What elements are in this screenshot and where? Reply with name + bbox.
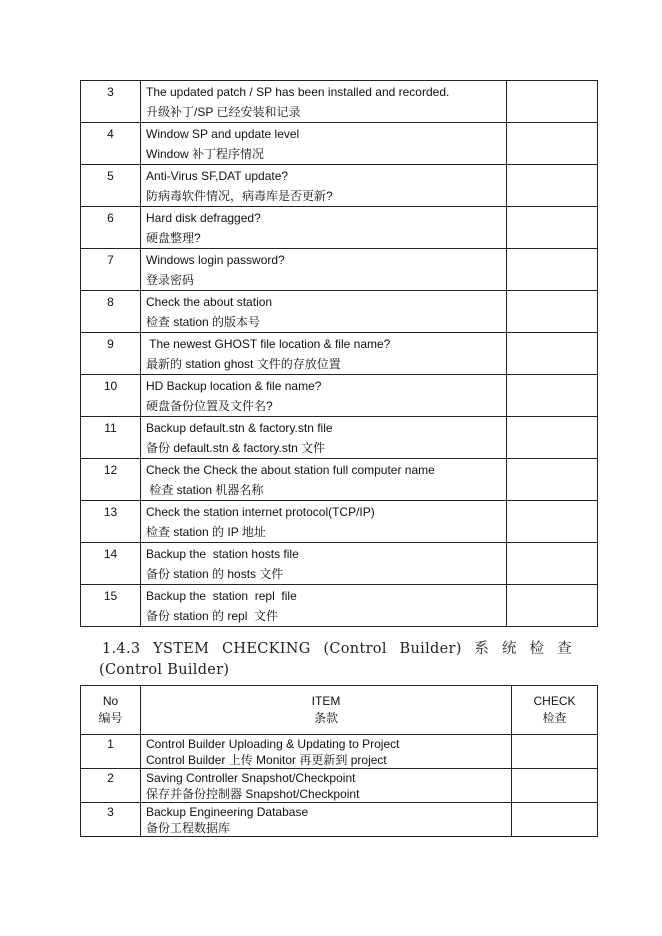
item-text-en: Saving Controller Snapshot/Checkpoint (146, 771, 356, 785)
header-no-zh: 编号 (98, 711, 123, 725)
row-item (141, 249, 507, 291)
item-text-en: The newest GHOST file location & file name? (146, 337, 391, 351)
table-row (81, 165, 598, 207)
check-cell[interactable] (507, 165, 598, 207)
section-heading-word: 系 (474, 641, 490, 657)
header-check-en: CHECK (533, 694, 576, 708)
check-cell[interactable] (512, 803, 598, 837)
row-number: 5 (81, 165, 141, 207)
check-cell[interactable] (507, 543, 598, 585)
table-row (81, 207, 598, 249)
item-text-en: Control Builder Uploading & Updating to Project (146, 737, 400, 751)
row-number: 13 (81, 501, 141, 543)
check-cell[interactable] (507, 501, 598, 543)
row-number: 4 (81, 123, 141, 165)
item-text-en: Anti-Virus SF,DAT update? (146, 169, 289, 183)
item-text-en: Hard disk defragged? (146, 211, 261, 225)
check-cell[interactable] (507, 249, 598, 291)
row-item (141, 417, 507, 459)
section-heading-line1 (102, 639, 572, 660)
row-item (141, 585, 507, 627)
row-number: 15 (81, 585, 141, 627)
row-number: 10 (81, 375, 141, 417)
item-text-en: Check the station internet protocol(TCP/IP) (146, 505, 375, 519)
item-text-zh: 最新的 station ghost 文件的存放位置 (146, 357, 341, 371)
row-number: 11 (81, 417, 141, 459)
table-row (81, 123, 598, 165)
item-text-en: Backup Engineering Database (146, 805, 309, 819)
item-text-en: Backup default.stn & factory.stn file (146, 421, 333, 435)
table-row (81, 585, 598, 627)
row-item (141, 501, 507, 543)
row-item (141, 291, 507, 333)
row-number: 7 (81, 249, 141, 291)
row-number: 8 (81, 291, 141, 333)
item-text-en: Check the about station (146, 295, 273, 309)
check-cell[interactable] (507, 459, 598, 501)
check-cell[interactable] (507, 123, 598, 165)
header-no-en: No (102, 694, 119, 708)
row-item (141, 769, 512, 803)
row-item (141, 165, 507, 207)
section-heading-word: 检 (529, 641, 545, 657)
row-number: 3 (81, 803, 141, 837)
row-item (141, 459, 507, 501)
item-text-en: HD Backup location & file name? (146, 379, 322, 393)
check-cell[interactable] (507, 585, 598, 627)
item-text-zh: 检查 station 的 IP 地址 (146, 525, 266, 539)
table-row (81, 769, 598, 803)
item-text-en: Backup the station hosts file (146, 547, 299, 561)
item-text-zh: 防病毒软件情况，病毒库是否更新? (146, 189, 333, 203)
item-text-zh: 备份工程数据库 (146, 821, 231, 835)
item-text-en: Window SP and update level (146, 127, 300, 141)
row-number: 9 (81, 333, 141, 375)
section-heading-word: 查 (557, 641, 572, 657)
row-item (141, 81, 507, 123)
table-row (81, 249, 598, 291)
table-row (81, 291, 598, 333)
row-item (141, 735, 512, 769)
item-text-zh: Window 补丁程序情况 (146, 147, 265, 161)
section-heading-word: Builder) (399, 641, 462, 657)
row-item (141, 123, 507, 165)
section-heading-word: 1.4.3 (102, 641, 141, 657)
table-header-row (81, 686, 598, 735)
table-row (81, 543, 598, 585)
item-text-zh: 保存并备份控制器 Snapshot/Checkpoint (146, 787, 360, 801)
header-item-zh: 条款 (313, 711, 338, 725)
item-text-en: The updated patch / SP has been installed and recorded. (146, 85, 450, 99)
check-cell[interactable] (507, 375, 598, 417)
check-cell[interactable] (507, 291, 598, 333)
check-cell[interactable] (507, 207, 598, 249)
table-row (81, 81, 598, 123)
table-row (81, 803, 598, 837)
section-heading-word: 统 (501, 641, 517, 657)
item-text-zh: 硬盘备份位置及文件名? (146, 399, 273, 413)
header-check (512, 686, 598, 735)
table-row (81, 417, 598, 459)
row-number: 6 (81, 207, 141, 249)
row-number: 12 (81, 459, 141, 501)
section-heading-line2: (Control Builder) (99, 662, 230, 678)
row-item (141, 207, 507, 249)
header-check-zh: 检查 (542, 711, 567, 725)
item-text-zh: 备份 default.stn & factory.stn 文件 (146, 441, 326, 455)
item-text-en: Backup the station repl file (146, 589, 297, 603)
system-checklist-table (80, 80, 598, 627)
control-builder-checklist-table (80, 685, 598, 837)
item-text-zh: Control Builder 上传 Monitor 再更新到 project (146, 753, 387, 767)
row-number: 2 (81, 769, 141, 803)
item-text-zh: 升级补丁/SP 已经安装和记录 (146, 105, 301, 119)
row-item (141, 803, 512, 837)
section-heading-word: CHECKING (222, 641, 311, 657)
header-no (81, 686, 141, 735)
section-heading-word: (Control (323, 641, 387, 657)
item-text-zh: 登录密码 (146, 273, 195, 287)
header-item (141, 686, 512, 735)
item-text-en: Windows login password? (146, 253, 285, 267)
row-item (141, 375, 507, 417)
check-cell[interactable] (507, 417, 598, 459)
item-text-en: Check the Check the about station full computer name (146, 463, 435, 477)
check-cell[interactable] (507, 333, 598, 375)
item-text-zh: 硬盘整理? (146, 231, 201, 245)
row-item (141, 333, 507, 375)
row-number: 1 (81, 735, 141, 769)
table-row (81, 459, 598, 501)
table-row (81, 375, 598, 417)
row-item (141, 543, 507, 585)
check-cell[interactable] (512, 735, 598, 769)
section-heading (99, 639, 572, 681)
table-row (81, 333, 598, 375)
table-row (81, 735, 598, 769)
item-text-zh: 备份 station 的 repl 文件 (146, 609, 279, 623)
table-row (81, 501, 598, 543)
check-cell[interactable] (512, 769, 598, 803)
item-text-zh: 备份 station 的 hosts 文件 (146, 567, 284, 581)
check-cell[interactable] (507, 81, 598, 123)
item-text-zh: 检查 station 机器名称 (146, 483, 264, 497)
row-number: 3 (81, 81, 141, 123)
header-item-en: ITEM (311, 694, 341, 708)
item-text-zh: 检查 station 的版本号 (146, 315, 261, 329)
section-heading-word: YSTEM (153, 641, 210, 657)
row-number: 14 (81, 543, 141, 585)
